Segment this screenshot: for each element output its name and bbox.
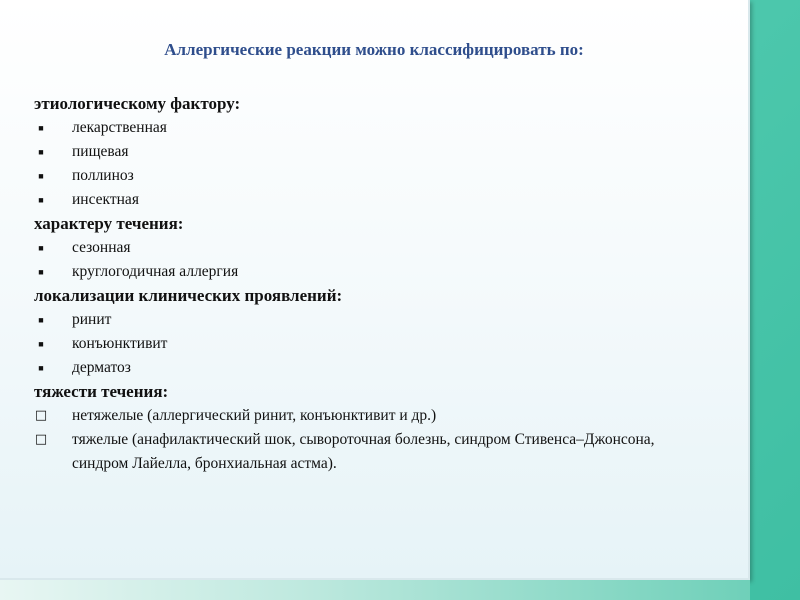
list-item: [34, 260, 714, 284]
group-heading: тяжести течения:: [34, 382, 169, 401]
list-item-text: дерматоз: [72, 359, 131, 376]
list-item-text: тяжелые (анафилактический шок, сывороточная болезнь, синдром Стивенса–Джонсона, синдром Лайелла, бронхиальная астма).: [72, 431, 655, 472]
slide-title: Аллергические реакции можно классифицировать по:: [164, 40, 584, 59]
square-bullet-icon: ■: [38, 195, 44, 205]
box-bullet-icon: □: [34, 432, 48, 447]
group-localization: [34, 284, 714, 380]
list-item: [34, 428, 714, 476]
square-bullet-icon: ■: [38, 123, 44, 133]
list-item-text: пищевая: [72, 143, 129, 160]
square-bullet-icon: ■: [38, 315, 44, 325]
square-bullet-icon: ■: [38, 243, 44, 253]
list-item-text: сезонная: [72, 239, 131, 256]
list-item: [34, 116, 714, 140]
square-bullet-icon: ■: [38, 339, 44, 349]
list-item: [34, 188, 714, 212]
list-item-text: нетяжелые (аллергический ринит, конъюнктивит и др.): [72, 407, 437, 424]
bottom-decor-strip: [0, 580, 750, 600]
group-course: [34, 212, 714, 284]
list-item: [34, 140, 714, 164]
item-list: [34, 236, 714, 284]
list-item-text: конъюнктивит: [72, 335, 168, 352]
group-heading: локализации клинических проявлений:: [34, 286, 343, 305]
group-heading: характеру течения:: [34, 214, 184, 233]
list-item-text: инсектная: [72, 191, 139, 208]
list-item-text: круглогодичная аллергия: [72, 263, 239, 280]
group-severity: [34, 380, 714, 476]
item-list: [34, 404, 714, 476]
list-item: [34, 404, 714, 428]
group-heading: этиологическому фактору:: [34, 94, 241, 113]
list-item: [34, 332, 714, 356]
list-item-text: поллиноз: [72, 167, 134, 184]
square-bullet-icon: ■: [38, 267, 44, 277]
square-bullet-icon: ■: [38, 147, 44, 157]
list-item: [34, 236, 714, 260]
list-item: [34, 356, 714, 380]
list-item-text: лекарственная: [72, 119, 167, 136]
list-item: [34, 164, 714, 188]
group-etiology: [34, 92, 714, 212]
slide-content: [34, 92, 714, 476]
square-bullet-icon: ■: [38, 363, 44, 373]
box-bullet-icon: □: [34, 408, 48, 423]
list-item: [34, 308, 714, 332]
item-list: [34, 116, 714, 212]
item-list: [34, 308, 714, 380]
square-bullet-icon: ■: [38, 171, 44, 181]
list-item-text: ринит: [72, 311, 112, 328]
